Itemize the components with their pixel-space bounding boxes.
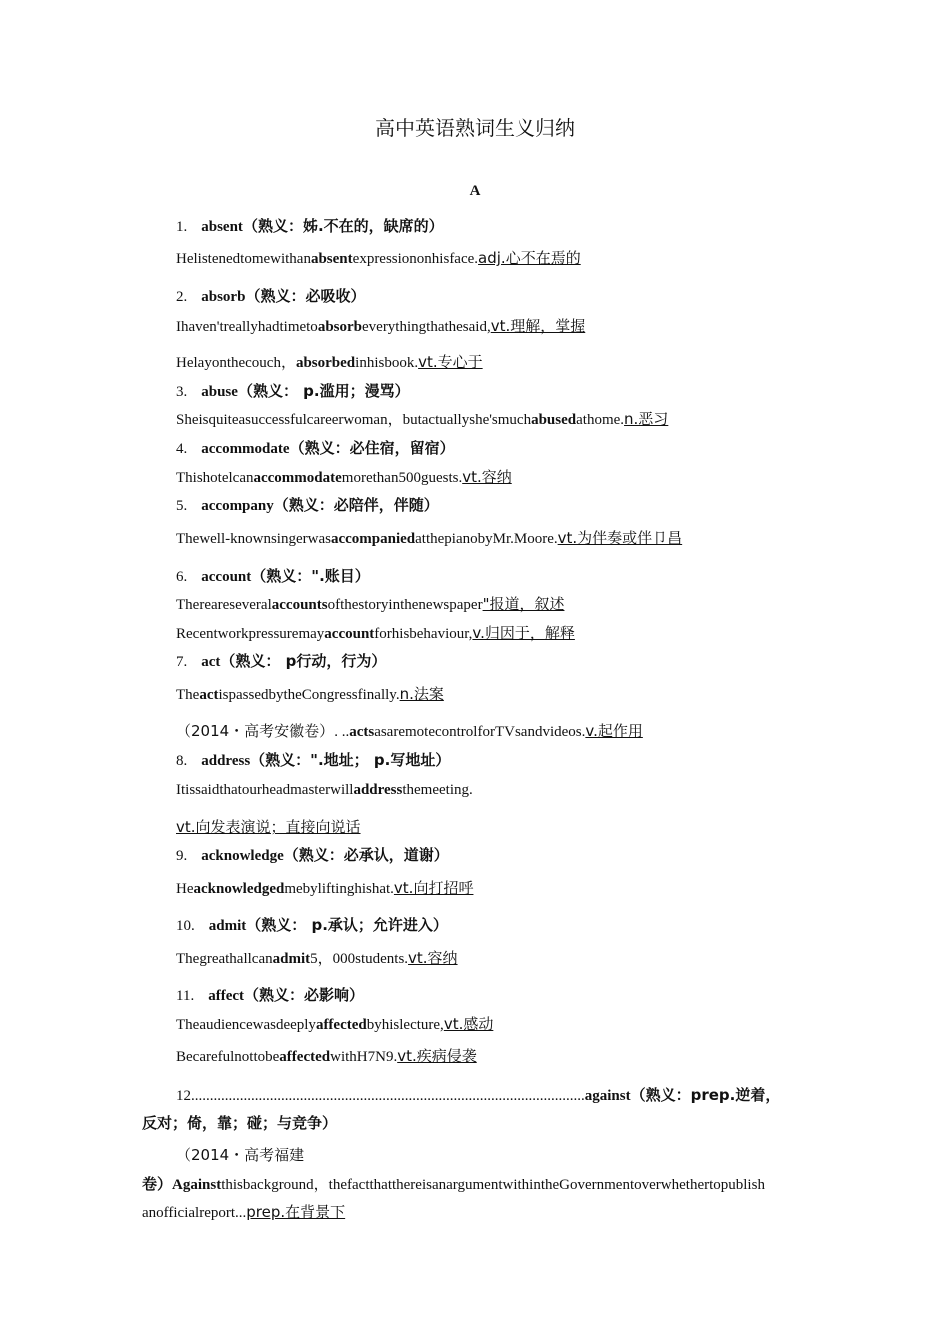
example-meaning: n.恶习 — [624, 410, 669, 428]
entry-word: abuse — [201, 384, 238, 400]
entry-heading — [176, 845, 449, 866]
entry-gloss: （熟义：必陪伴，伴随） — [273, 496, 439, 514]
entry-12-source-end: 卷） — [142, 1175, 173, 1193]
entry-number: 1. — [176, 219, 188, 235]
entry-heading — [176, 985, 364, 1006]
entry-12-gloss: （熟义：prep.逆着， — [630, 1086, 781, 1104]
example-text: mebyliftinghishat. — [284, 881, 394, 897]
example-text: themeeting. — [402, 782, 473, 798]
example-meaning: vt.容纳 — [408, 949, 458, 967]
entry-12-source-text: （2014・高考福建 — [176, 1146, 305, 1164]
entry-gloss: （熟义：必住宿，留宿） — [289, 439, 455, 457]
example-sentence — [176, 721, 643, 742]
entry-heading — [176, 566, 370, 587]
example-sentence — [176, 594, 564, 615]
entry-12-sentence: thisbackground，thefactthatthereisanargumentwithintheGovernmentoverwhethertopublish — [221, 1177, 765, 1193]
example-keyword: acts — [349, 724, 375, 740]
example-text: Thewell-knownsingerwas — [176, 531, 331, 547]
entry-number: 9. — [176, 848, 188, 864]
entry-number: 11. — [176, 988, 195, 1004]
entry-number: 2. — [176, 289, 188, 305]
entry-word: account — [201, 569, 252, 585]
entry-gloss: （熟义：必吸收） — [245, 287, 366, 305]
entry-12-source — [176, 1145, 304, 1165]
example-sentence — [176, 684, 444, 705]
page-title: 高中英语熟词生义归纳 — [375, 116, 575, 140]
entry-12-heading — [176, 1085, 780, 1106]
entry-gloss: （熟义：姊.不在的，缺席的） — [242, 217, 444, 235]
example-meaning: v.归因于，解释 — [472, 624, 575, 642]
entry-word: accompany — [201, 498, 274, 514]
entry-number: 10. — [176, 918, 195, 934]
entry-12-example-cont — [142, 1202, 345, 1223]
example-sentence — [176, 1046, 477, 1067]
example-keyword: absorbed — [295, 355, 356, 371]
entry-word: affect — [208, 988, 245, 1004]
entry-gloss: （熟义： p.承认；允许进入） — [246, 916, 448, 934]
section-heading: A — [469, 183, 481, 199]
example-keyword: accounts — [271, 597, 328, 613]
entry-heading — [176, 438, 455, 459]
example-keyword: affected — [315, 1017, 367, 1033]
example-meaning: vt.容纳 — [462, 468, 512, 486]
example-meaning: n.法案 — [399, 685, 444, 703]
example-keyword: absent — [310, 251, 353, 267]
example-keyword: abused — [531, 412, 577, 428]
entry-word: act — [201, 654, 221, 670]
example-text: Thishotelcan — [176, 470, 254, 486]
example-text: Itissaidthatourheadmasterwill — [176, 782, 354, 798]
example-text: Sheisquiteasuccessfulcareerwoman，butactuallyshe'smuch — [176, 412, 532, 428]
example-sentence — [176, 409, 668, 430]
example-text: Ihaven'treallyhadtimeto — [176, 319, 318, 335]
example-meaning: vt.理解，掌握 — [490, 317, 586, 335]
example-source: （2014・高考安徽卷） — [176, 722, 335, 740]
example-keyword: admit — [272, 951, 311, 967]
example-sentence — [176, 817, 361, 838]
example-text: The — [176, 687, 200, 703]
example-text: ofthestoryinthenewspaper — [327, 597, 483, 613]
example-sentence — [176, 316, 585, 337]
example-sentence — [176, 878, 473, 899]
example-keyword: address — [353, 782, 403, 798]
entry-heading — [176, 750, 450, 771]
example-text: ispassedbytheCongressfinally. — [218, 687, 400, 703]
entry-word: accommodate — [201, 441, 290, 457]
entry-gloss: （熟义：必影响） — [244, 986, 365, 1004]
example-text: Helayonthecouch， — [176, 355, 296, 371]
example-text: Becarefulnottobe — [176, 1049, 280, 1065]
example-sentence — [176, 467, 512, 488]
example-text: Helistenedtomewithan — [176, 251, 311, 267]
entry-12-word: against — [584, 1088, 631, 1104]
example-text: morethan500guests. — [341, 470, 463, 486]
example-meaning: vt.感动 — [443, 1015, 494, 1033]
example-keyword: accompanied — [330, 531, 416, 547]
example-sentence — [176, 623, 575, 644]
example-sentence — [176, 352, 483, 373]
entry-heading — [176, 651, 386, 672]
example-sentence — [176, 948, 458, 969]
example-text: He — [176, 881, 194, 897]
example-text: everythingthathesaid, — [362, 319, 491, 335]
example-text: Thereareseveral — [176, 597, 272, 613]
entry-gloss: （熟义： p.滥用；漫骂） — [237, 382, 410, 400]
entry-gloss: （熟义：".地址； p.写地址） — [250, 751, 451, 769]
entry-12-gloss-cont: 反对；倚，靠；碰；与竞争） — [142, 1114, 338, 1132]
example-text: Theaudiencewasdeeply — [176, 1017, 316, 1033]
example-text: inhisbook. — [355, 355, 419, 371]
entry-12-example — [142, 1174, 765, 1195]
example-text: expressiononhisface. — [352, 251, 479, 267]
example-text: atthepianobyMr.Moore. — [415, 531, 558, 547]
example-sentence — [176, 1014, 493, 1035]
entry-gloss: （熟义：必承认，道谢） — [283, 846, 449, 864]
entry-gloss: （熟义： p行动，行为） — [220, 652, 387, 670]
example-text: 5，000students. — [310, 951, 409, 967]
entry-heading — [176, 495, 439, 516]
entry-gloss: （熟义：".账目） — [251, 567, 370, 585]
entry-12-keyword: Against — [172, 1177, 222, 1193]
example-text: forhisbehaviour, — [374, 626, 473, 642]
example-meaning: v.起作用 — [585, 722, 643, 740]
example-meaning: vt.疾病侵袭 — [397, 1047, 477, 1065]
entry-word: admit — [208, 918, 247, 934]
example-text: byhislecture, — [366, 1017, 444, 1033]
example-keyword: account — [324, 626, 375, 642]
entry-word: acknowledge — [201, 848, 284, 864]
example-meaning: adj.心不在焉的 — [478, 249, 581, 267]
example-text: withH7N9. — [330, 1049, 398, 1065]
example-meaning: vt.为伴奏或伴卩昌 — [557, 529, 683, 547]
example-meaning: vt.向发表演说；直接向说话 — [176, 818, 361, 836]
example-sentence — [176, 528, 682, 549]
example-keyword: absorb — [317, 319, 362, 335]
example-keyword: acknowledged — [193, 881, 285, 897]
entry-12-sentence-end: anofficialreport... — [142, 1205, 247, 1221]
entry-heading — [176, 216, 444, 237]
example-text: Thegreathallcan — [176, 951, 273, 967]
example-keyword: affected — [279, 1049, 331, 1065]
entry-word: absent — [201, 219, 243, 235]
example-sentence — [176, 780, 473, 800]
example-keyword: act — [199, 687, 219, 703]
entry-12-meaning: prep.在背景下 — [246, 1203, 346, 1221]
example-meaning: "报道，叙述 — [482, 595, 565, 613]
entry-heading — [176, 381, 410, 402]
example-keyword: accommodate — [253, 470, 342, 486]
entry-word: address — [201, 753, 251, 769]
example-meaning: vt.专心于 — [418, 353, 483, 371]
entry-number: 7. — [176, 654, 188, 670]
entry-number: 6. — [176, 569, 188, 585]
example-text: asaremotecontrolforTVsandvideos. — [374, 724, 586, 740]
entry-heading — [176, 286, 365, 307]
example-sentence — [176, 248, 581, 269]
example-text: Recentworkpressuremay — [176, 626, 325, 642]
entry-number: 5. — [176, 498, 188, 514]
entry-12-lead: 12......................................................................................................... — [176, 1088, 585, 1104]
entry-number: 3. — [176, 384, 188, 400]
entry-number: 8. — [176, 753, 188, 769]
example-text: . .. — [334, 724, 350, 740]
example-meaning: vt.向打招呼 — [393, 879, 474, 897]
example-text: athome. — [576, 412, 625, 428]
entry-heading — [176, 915, 448, 936]
entry-number: 4. — [176, 441, 188, 457]
entry-word: absorb — [201, 289, 246, 305]
